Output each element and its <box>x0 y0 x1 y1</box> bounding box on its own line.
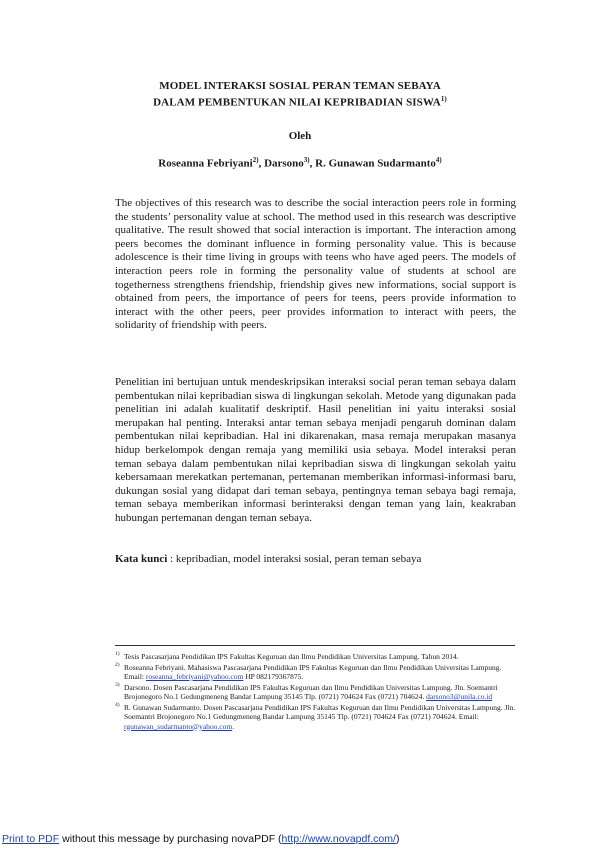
author-separator: , <box>309 157 316 170</box>
footnote-number: 3) <box>115 681 120 688</box>
novapdf-close-paren: ) <box>395 833 400 845</box>
author-separator: , <box>258 157 265 170</box>
footnote-text: Darsono. Dosen Pascasarjana Pendidikan IPS Fakultas Keguruan dan Ilmu Pendidikan Universitas Lampung. Jln. Soemantri Brojonegoro No.1 Gedungmeneng Bandar Lampung 35145 Tlp. (0721) 704624 Fax (0721) 704624. <box>124 682 498 701</box>
footnote <box>115 703 517 732</box>
title-line-1: MODEL INTERAKSI SOSIAL PERAN TEMAN SEBAYA <box>159 80 441 92</box>
author-name: Darsono <box>264 157 304 170</box>
footnote-number: 1) <box>115 651 120 657</box>
footnote-text: Roseanna Febriyani. Mahasiswa Pascasarjana Pendidikan IPS Fakultas Keguruan dan Ilmu Pendidikan Universitas Lampung. Email: <box>124 662 502 681</box>
paper-title <box>0 80 600 110</box>
novapdf-watermark <box>2 833 399 845</box>
footnote-text: Tesis Pascasarjana Pendidikan IPS Fakultas Keguruan dan Ilmu Pendidikan Universitas Lampung. Tahun 2014. <box>124 652 459 661</box>
footnote-divider <box>115 645 515 646</box>
footnote-text: R. Gunawan Sudarmanto. Dosen Pascasarjana Pendidikan IPS Fakultas Keguruan dan Ilmu Pendidikan Universitas Lampung. Jln. Soemantri Brojonegoro No.1 Gedungmeneng Bandar Lampung 35145 Tlp. (0721) 704624 Fax (0721) 704624. Email: <box>124 702 516 721</box>
author-list <box>0 156 600 170</box>
author-name: Roseanna Febriyani <box>158 157 253 170</box>
footnote <box>115 683 517 702</box>
title-line-2 <box>0 93 600 110</box>
footnote-text-after: HP 082179367875. <box>243 672 304 681</box>
footnote-number: 4) <box>115 701 120 708</box>
footnote-number: 2) <box>115 661 120 668</box>
abstract-english: The objectives of this research was to describe the social interaction peers role in forming the students’ personality value at school. The method used in this research was descriptive qualitative. The result showed that social interaction is important. The interaction among peers becomes the dominant influence in forming personality value. This is because adolescence is their time living in groups with teens who have aged peers. The models of interaction peers role in forming the personality value of students at school are togetherness strengthens friendship, friendship gives new informations, social support is obtained from peers, the importance of peers for teens, peers provide information to interact with the other peers, peer provides information to interact with peers, the solidarity of friendship with peers. <box>115 197 516 332</box>
email-link[interactable]: roseanna_febriyani@yahoo.com <box>145 672 244 681</box>
oleh-label: Oleh <box>288 130 312 142</box>
novapdf-url-link[interactable]: http://www.novapdf.com/ <box>281 833 396 845</box>
title-footnote-marker: 1) <box>440 95 447 103</box>
author-footnote-marker: 2) <box>252 156 259 164</box>
footnote-text-after: . <box>232 721 235 731</box>
author-footnote-marker: 3) <box>303 156 310 164</box>
email-link[interactable]: darsono3@unila.co.id <box>426 692 493 701</box>
footnote <box>115 663 517 682</box>
keywords-label: Kata kunci <box>115 553 168 565</box>
title-line-2-text: DALAM PEMBENTUKAN NILAI KEPRIBADIAN SISWA <box>153 96 441 109</box>
novapdf-message: without this message by purchasing novaPDF ( <box>59 833 282 845</box>
abstract-indonesian: Penelitian ini bertujuan untuk mendeskripsikan interaksi social peran teman sebaya dalam pembentukan nilai kepribadian siswa di lingkungan sekolah. Metode yang digunakan pada penelitian ini adalah kualitatif deskriptif. Hasil penelitian ini yaitu interaksi sosial merupakan hal penting. Interaksi antar teman sebaya menjadi pengaruh dominan dalam pembentukan nilai kepribadian. Hal ini dikarenakan, masa remaja merupakan masanya hidup berkelompok dengan remaja yang memiliki usia sebaya. Model interaksi peran teman sebaya dalam pembentukan nilai kepribadian siswa di lingkungan sekolah yaitu kebersamaan merekatkan pertemanan, pertemanan memberikan informasi-informasi baru, dukungan sosial yang didapat dari teman sebaya, pentingnya teman sebaya bagi remaja, teman sebaya memberikan informasi berinteraksi dengan teman yang lain, keakraban hubungan pertemanan dengan teman sebaya. <box>115 376 516 524</box>
email-link[interactable]: rgunawan_sudarmanto@yahoo.com <box>124 721 233 731</box>
author-footnote-marker: 4) <box>435 156 442 164</box>
keywords <box>115 553 516 566</box>
footnote <box>115 652 517 662</box>
print-to-pdf-link[interactable]: Print to PDF <box>2 833 60 845</box>
author-name: R. Gunawan Sudarmanto <box>315 157 436 170</box>
footnotes <box>115 652 517 732</box>
keywords-text: : kepribadian, model interaksi sosial, peran teman sebaya <box>167 553 422 565</box>
